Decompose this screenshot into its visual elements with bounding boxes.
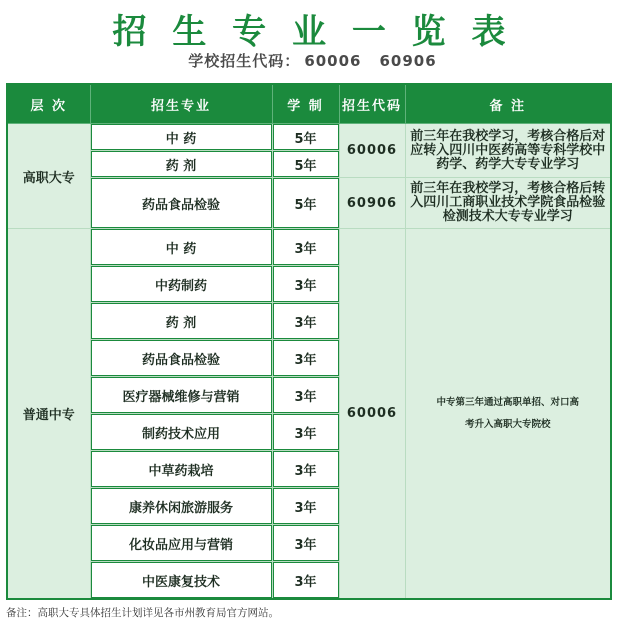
header-level: 层 次 bbox=[7, 84, 90, 124]
years-cell: 3年 bbox=[272, 525, 339, 562]
major-cell: 化妆品应用与营销 bbox=[90, 525, 272, 562]
years-cell: 3年 bbox=[272, 451, 339, 488]
table-row bbox=[7, 229, 611, 266]
major-cell: 中 药 bbox=[90, 124, 272, 151]
note-cell: 前三年在我校学习，考核合格后转入四川工商职业技术学院食品检验检测技术大专专业学习 bbox=[405, 178, 611, 229]
major-cell: 制药技术应用 bbox=[90, 414, 272, 451]
note-cell: 中专第三年通过高职单招、对口高考升入高职大专院校 bbox=[405, 229, 611, 600]
school-code-1: 60006 bbox=[304, 52, 362, 70]
major-cell: 药 剂 bbox=[90, 303, 272, 340]
code-cell: 60906 bbox=[339, 178, 405, 229]
level-zhongzhuan: 普通中专 bbox=[7, 229, 90, 600]
major-cell: 中 药 bbox=[90, 229, 272, 266]
major-cell: 医疗器械维修与营销 bbox=[90, 377, 272, 414]
years-cell: 3年 bbox=[272, 562, 339, 600]
note-cell: 前三年在我校学习，考核合格后对应转入四川中医药高等专科学校中药学、药学大专专业学习 bbox=[405, 124, 611, 178]
school-code-2: 60906 bbox=[379, 52, 437, 70]
header-years: 学 制 bbox=[272, 84, 339, 124]
major-cell: 药品食品检验 bbox=[90, 178, 272, 229]
years-cell: 3年 bbox=[272, 303, 339, 340]
years-cell: 3年 bbox=[272, 488, 339, 525]
major-cell: 中草药栽培 bbox=[90, 451, 272, 488]
school-code-label: 学校招生代码： bbox=[188, 52, 301, 70]
major-cell: 药 剂 bbox=[90, 151, 272, 178]
enrollment-table bbox=[6, 83, 612, 600]
major-cell: 中医康复技术 bbox=[90, 562, 272, 600]
years-cell: 5年 bbox=[272, 151, 339, 178]
code-cell: 60006 bbox=[339, 124, 405, 178]
years-cell: 3年 bbox=[272, 266, 339, 303]
code-cell: 60006 bbox=[339, 229, 405, 600]
footnote: 备注：高职大专具体招生计划详见各市州教育局官方网站。 bbox=[6, 607, 279, 619]
years-cell: 3年 bbox=[272, 414, 339, 451]
table-header-row bbox=[7, 84, 611, 124]
years-cell: 3年 bbox=[272, 377, 339, 414]
years-cell: 5年 bbox=[272, 178, 339, 229]
major-cell: 康养休闲旅游服务 bbox=[90, 488, 272, 525]
years-cell: 3年 bbox=[272, 229, 339, 266]
years-cell: 3年 bbox=[272, 340, 339, 377]
page-title: 招 生 专 业 一 览 表 bbox=[112, 12, 513, 52]
major-cell: 药品食品检验 bbox=[90, 340, 272, 377]
table-row bbox=[7, 178, 611, 229]
years-cell: 5年 bbox=[272, 124, 339, 151]
header-major: 招生专业 bbox=[90, 84, 272, 124]
level-gaozhi: 高职大专 bbox=[7, 124, 90, 229]
header-note: 备 注 bbox=[405, 84, 611, 124]
table-row bbox=[7, 124, 611, 151]
major-cell: 中药制药 bbox=[90, 266, 272, 303]
header-code: 招生代码 bbox=[339, 84, 405, 124]
school-code-line bbox=[0, 50, 625, 71]
